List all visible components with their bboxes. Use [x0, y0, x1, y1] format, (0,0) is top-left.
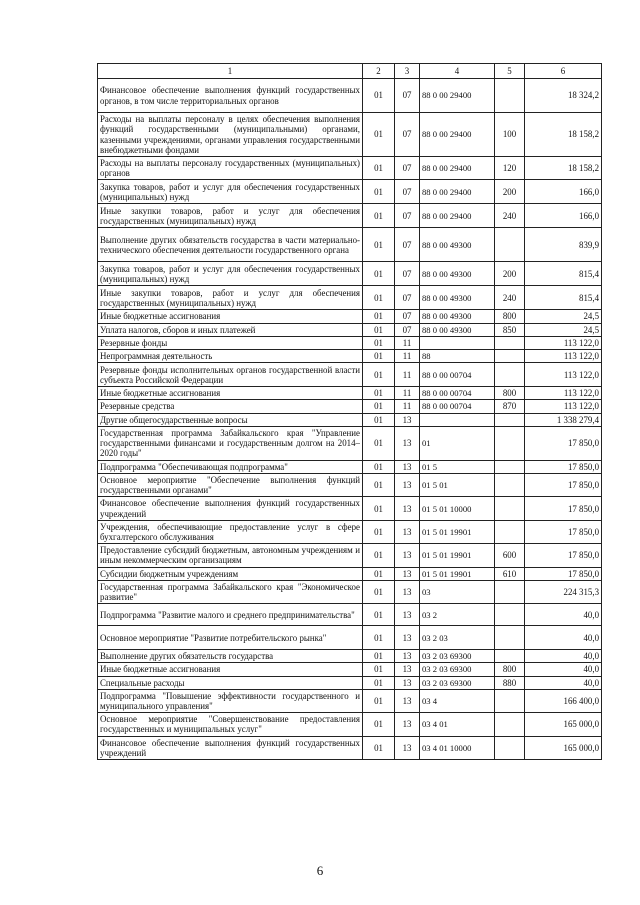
row-expense-type: 610 — [495, 567, 525, 580]
table-row — [98, 520, 602, 543]
row-subsection-code: 11 — [395, 350, 420, 363]
row-description: Иные бюджетные ассигнования — [98, 387, 363, 400]
row-expense-type — [495, 460, 525, 473]
row-subsection-code: 11 — [395, 400, 420, 413]
row-subsection-code: 13 — [395, 474, 420, 497]
page-number: 6 — [316, 863, 324, 878]
row-amount: 113 122,0 — [525, 350, 602, 363]
row-expense-type: 880 — [495, 676, 525, 689]
table-row — [98, 323, 602, 336]
row-description: Подпрограмма "Повышение эффективности государственного и муниципального управления" — [98, 689, 363, 712]
row-subsection-code: 07 — [395, 286, 420, 310]
row-subsection-code: 07 — [395, 157, 420, 180]
table-row — [98, 604, 602, 626]
row-section-code: 01 — [363, 497, 395, 520]
row-amount: 40,0 — [525, 663, 602, 676]
row-target-code: 88 0 00 29400 — [420, 157, 495, 180]
row-amount: 166,0 — [525, 204, 602, 228]
table-row — [98, 157, 602, 180]
row-section-code: 01 — [363, 79, 395, 113]
row-subsection-code: 13 — [395, 497, 420, 520]
row-expense-type: 800 — [495, 663, 525, 676]
row-target-code: 03 2 03 — [420, 626, 495, 650]
row-expense-type — [495, 79, 525, 113]
row-section-code: 01 — [363, 400, 395, 413]
row-section-code: 01 — [363, 604, 395, 626]
row-section-code: 01 — [363, 310, 395, 323]
row-amount: 18 158,2 — [525, 113, 602, 157]
table-row — [98, 336, 602, 349]
row-target-code: 03 2 03 69300 — [420, 650, 495, 663]
row-subsection-code: 13 — [395, 544, 420, 567]
row-section-code: 01 — [363, 567, 395, 580]
row-target-code: 88 0 00 49300 — [420, 286, 495, 310]
row-subsection-code: 07 — [395, 310, 420, 323]
row-description: Предоставление субсидий бюджетным, автономным учреждениям и иным некоммерческим организациям — [98, 544, 363, 567]
row-expense-type — [495, 604, 525, 626]
row-amount: 113 122,0 — [525, 336, 602, 349]
table-row — [98, 286, 602, 310]
row-description: Уплата налогов, сборов и иных платежей — [98, 323, 363, 336]
row-amount: 839,9 — [525, 228, 602, 262]
table-row — [98, 363, 602, 387]
row-description: Основное мероприятие "Развитие потребительского рынка" — [98, 626, 363, 650]
row-description: Иные закупки товаров, работ и услуг для обеспечения государственных (муниципальных) нужд — [98, 286, 363, 310]
row-section-code: 01 — [363, 736, 395, 759]
row-target-code: 01 5 01 19901 — [420, 567, 495, 580]
row-subsection-code: 13 — [395, 604, 420, 626]
row-expense-type — [495, 713, 525, 736]
table-row — [98, 426, 602, 460]
row-description: Учреждения, обеспечивающие предоставление услуг в сфере бухгалтерского обслуживания — [98, 520, 363, 543]
row-section-code: 01 — [363, 262, 395, 286]
table-row — [98, 626, 602, 650]
row-amount: 113 122,0 — [525, 387, 602, 400]
row-subsection-code: 07 — [395, 180, 420, 204]
row-section-code: 01 — [363, 286, 395, 310]
row-expense-type: 800 — [495, 387, 525, 400]
row-amount: 40,0 — [525, 650, 602, 663]
row-amount: 40,0 — [525, 626, 602, 650]
table-row — [98, 204, 602, 228]
row-amount: 1 338 279,4 — [525, 413, 602, 426]
row-section-code: 01 — [363, 520, 395, 543]
row-expense-type — [495, 736, 525, 759]
row-description: Закупка товаров, работ и услуг для обеспечения государственных (муниципальных) нужд — [98, 180, 363, 204]
row-expense-type: 800 — [495, 310, 525, 323]
column-header: 4 — [420, 64, 495, 79]
row-expense-type: 120 — [495, 157, 525, 180]
row-target-code: 88 0 00 00704 — [420, 400, 495, 413]
row-expense-type: 870 — [495, 400, 525, 413]
row-section-code: 01 — [363, 204, 395, 228]
row-amount: 113 122,0 — [525, 400, 602, 413]
row-target-code: 88 0 00 29400 — [420, 79, 495, 113]
row-amount: 17 850,0 — [525, 460, 602, 473]
row-description: Финансовое обеспечение выполнения функций государственных учреждений — [98, 736, 363, 759]
row-subsection-code: 07 — [395, 113, 420, 157]
row-section-code: 01 — [363, 474, 395, 497]
row-subsection-code: 07 — [395, 262, 420, 286]
row-subsection-code: 13 — [395, 663, 420, 676]
row-amount: 224 315,3 — [525, 580, 602, 603]
table-row — [98, 736, 602, 759]
row-target-code — [420, 413, 495, 426]
table-row — [98, 567, 602, 580]
row-target-code: 01 5 01 19901 — [420, 520, 495, 543]
row-section-code: 01 — [363, 580, 395, 603]
row-description: Иные закупки товаров, работ и услуг для обеспечения государственных (муниципальных) нужд — [98, 204, 363, 228]
row-target-code: 88 0 00 00704 — [420, 387, 495, 400]
row-expense-type: 200 — [495, 262, 525, 286]
row-target-code: 88 0 00 49300 — [420, 228, 495, 262]
table-row — [98, 460, 602, 473]
row-target-code: 01 5 — [420, 460, 495, 473]
row-description: Расходы на выплаты персоналу государственных (муниципальных) органов — [98, 157, 363, 180]
row-description: Выполнение других обязательств государства — [98, 650, 363, 663]
row-target-code: 03 4 01 — [420, 713, 495, 736]
row-target-code: 03 4 — [420, 689, 495, 712]
row-target-code: 01 5 01 10000 — [420, 497, 495, 520]
row-section-code: 01 — [363, 663, 395, 676]
row-description: Государственная программа Забайкальского края "Экономическое развитие" — [98, 580, 363, 603]
row-target-code: 03 2 03 69300 — [420, 663, 495, 676]
row-description: Основное мероприятие "Совершенствование предоставления государственных и муниципальных услуг" — [98, 713, 363, 736]
row-target-code: 88 0 00 29400 — [420, 204, 495, 228]
row-section-code: 01 — [363, 544, 395, 567]
row-section-code: 01 — [363, 336, 395, 349]
row-target-code: 88 0 00 49300 — [420, 262, 495, 286]
row-target-code: 03 — [420, 580, 495, 603]
table-row — [98, 544, 602, 567]
table-row — [98, 663, 602, 676]
table-row — [98, 228, 602, 262]
row-subsection-code: 13 — [395, 426, 420, 460]
row-target-code: 88 0 00 49300 — [420, 323, 495, 336]
row-subsection-code: 13 — [395, 413, 420, 426]
row-amount: 165 000,0 — [525, 736, 602, 759]
row-description: Финансовое обеспечение выполнения функций государственных органов, в том числе территориальных органов — [98, 79, 363, 113]
row-expense-type — [495, 228, 525, 262]
table-row — [98, 262, 602, 286]
row-subsection-code: 07 — [395, 323, 420, 336]
row-target-code: 88 0 00 49300 — [420, 310, 495, 323]
row-description: Непрограммная деятельность — [98, 350, 363, 363]
row-amount: 815,4 — [525, 262, 602, 286]
table-row — [98, 497, 602, 520]
row-target-code: 03 4 01 10000 — [420, 736, 495, 759]
table-row — [98, 350, 602, 363]
row-section-code: 01 — [363, 626, 395, 650]
row-subsection-code: 11 — [395, 363, 420, 387]
row-description: Резервные фонды — [98, 336, 363, 349]
column-header: 3 — [395, 64, 420, 79]
row-description: Субсидии бюджетным учреждениям — [98, 567, 363, 580]
row-amount: 40,0 — [525, 604, 602, 626]
row-expense-type — [495, 497, 525, 520]
row-expense-type — [495, 474, 525, 497]
table-row — [98, 580, 602, 603]
row-section-code: 01 — [363, 228, 395, 262]
row-expense-type — [495, 626, 525, 650]
column-header: 6 — [525, 64, 602, 79]
row-subsection-code: 07 — [395, 228, 420, 262]
row-description: Иные бюджетные ассигнования — [98, 663, 363, 676]
row-amount: 18 324,2 — [525, 79, 602, 113]
row-expense-type: 240 — [495, 204, 525, 228]
row-target-code: 03 2 — [420, 604, 495, 626]
row-description: Основное мероприятие "Обеспечение выполнения функций государственными органами" — [98, 474, 363, 497]
table-row — [98, 180, 602, 204]
row-section-code: 01 — [363, 650, 395, 663]
row-target-code: 01 5 01 19901 — [420, 544, 495, 567]
row-expense-type: 240 — [495, 286, 525, 310]
row-section-code: 01 — [363, 323, 395, 336]
row-amount: 113 122,0 — [525, 363, 602, 387]
table-row — [98, 387, 602, 400]
column-header: 5 — [495, 64, 525, 79]
row-description: Резервные фонды исполнительных органов государственной власти субъекта Российской Федерации — [98, 363, 363, 387]
row-subsection-code: 13 — [395, 520, 420, 543]
row-expense-type: 200 — [495, 180, 525, 204]
row-subsection-code: 13 — [395, 713, 420, 736]
row-description: Подпрограмма "Развитие малого и среднего предпринимательства" — [98, 604, 363, 626]
row-target-code: 03 2 03 69300 — [420, 676, 495, 689]
table-row — [98, 113, 602, 157]
row-section-code: 01 — [363, 713, 395, 736]
row-description: Закупка товаров, работ и услуг для обеспечения государственных (муниципальных) нужд — [98, 262, 363, 286]
row-section-code: 01 — [363, 180, 395, 204]
table-row — [98, 413, 602, 426]
table-row — [98, 79, 602, 113]
row-amount: 166 400,0 — [525, 689, 602, 712]
row-description: Финансовое обеспечение выполнения функций государственных учреждений — [98, 497, 363, 520]
row-subsection-code: 13 — [395, 650, 420, 663]
row-section-code: 01 — [363, 676, 395, 689]
row-expense-type — [495, 426, 525, 460]
row-subsection-code: 07 — [395, 79, 420, 113]
row-subsection-code: 11 — [395, 336, 420, 349]
row-amount: 24,5 — [525, 310, 602, 323]
row-expense-type — [495, 520, 525, 543]
row-section-code: 01 — [363, 350, 395, 363]
row-expense-type: 600 — [495, 544, 525, 567]
row-amount: 166,0 — [525, 180, 602, 204]
row-target-code: 88 — [420, 350, 495, 363]
row-expense-type — [495, 689, 525, 712]
row-description: Другие общегосударственные вопросы — [98, 413, 363, 426]
table-row — [98, 713, 602, 736]
row-description: Расходы на выплаты персоналу в целях обеспечения выполнения функций государственными (муниципальными) органами, казенными учреждениями, органами управления государственными внебюджетными фондами — [98, 113, 363, 157]
table-row — [98, 310, 602, 323]
row-target-code: 01 — [420, 426, 495, 460]
row-subsection-code: 13 — [395, 736, 420, 759]
row-target-code: 01 5 01 — [420, 474, 495, 497]
row-expense-type: 100 — [495, 113, 525, 157]
row-subsection-code: 07 — [395, 204, 420, 228]
row-expense-type — [495, 350, 525, 363]
row-subsection-code: 13 — [395, 580, 420, 603]
table-body — [98, 79, 602, 760]
row-section-code: 01 — [363, 387, 395, 400]
row-amount: 17 850,0 — [525, 544, 602, 567]
row-expense-type: 850 — [495, 323, 525, 336]
row-subsection-code: 11 — [395, 387, 420, 400]
row-amount: 17 850,0 — [525, 497, 602, 520]
row-target-code: 88 0 00 29400 — [420, 180, 495, 204]
row-target-code — [420, 336, 495, 349]
row-expense-type — [495, 413, 525, 426]
row-expense-type — [495, 650, 525, 663]
row-amount: 24,5 — [525, 323, 602, 336]
row-amount: 165 000,0 — [525, 713, 602, 736]
row-subsection-code: 13 — [395, 626, 420, 650]
row-description: Подпрограмма "Обеспечивающая подпрограмма" — [98, 460, 363, 473]
row-subsection-code: 13 — [395, 460, 420, 473]
row-description: Специальные расходы — [98, 676, 363, 689]
row-expense-type — [495, 580, 525, 603]
row-description: Резервные средства — [98, 400, 363, 413]
table-row — [98, 650, 602, 663]
row-amount: 40,0 — [525, 676, 602, 689]
row-expense-type — [495, 336, 525, 349]
budget-table — [97, 63, 602, 760]
column-header: 2 — [363, 64, 395, 79]
row-section-code: 01 — [363, 413, 395, 426]
row-expense-type — [495, 363, 525, 387]
row-target-code: 88 0 00 00704 — [420, 363, 495, 387]
row-amount: 18 158,2 — [525, 157, 602, 180]
row-amount: 17 850,0 — [525, 426, 602, 460]
row-subsection-code: 13 — [395, 689, 420, 712]
table-header-row — [98, 64, 602, 79]
column-header: 1 — [98, 64, 363, 79]
row-section-code: 01 — [363, 460, 395, 473]
row-subsection-code: 13 — [395, 676, 420, 689]
row-amount: 17 850,0 — [525, 520, 602, 543]
row-description: Выполнение других обязательств государства в части материально-технического обеспечения деятельности государственного органа — [98, 228, 363, 262]
row-amount: 17 850,0 — [525, 474, 602, 497]
row-section-code: 01 — [363, 689, 395, 712]
row-subsection-code: 13 — [395, 567, 420, 580]
row-section-code: 01 — [363, 426, 395, 460]
row-section-code: 01 — [363, 363, 395, 387]
row-target-code: 88 0 00 29400 — [420, 113, 495, 157]
row-description: Государственная программа Забайкальского края "Управление государственными финансами и государственным долгом на 2014–2020 годы" — [98, 426, 363, 460]
row-amount: 17 850,0 — [525, 567, 602, 580]
table-row — [98, 400, 602, 413]
row-section-code: 01 — [363, 157, 395, 180]
table-row — [98, 474, 602, 497]
row-section-code: 01 — [363, 113, 395, 157]
row-amount: 815,4 — [525, 286, 602, 310]
row-description: Иные бюджетные ассигнования — [98, 310, 363, 323]
table-row — [98, 689, 602, 712]
table-row — [98, 676, 602, 689]
